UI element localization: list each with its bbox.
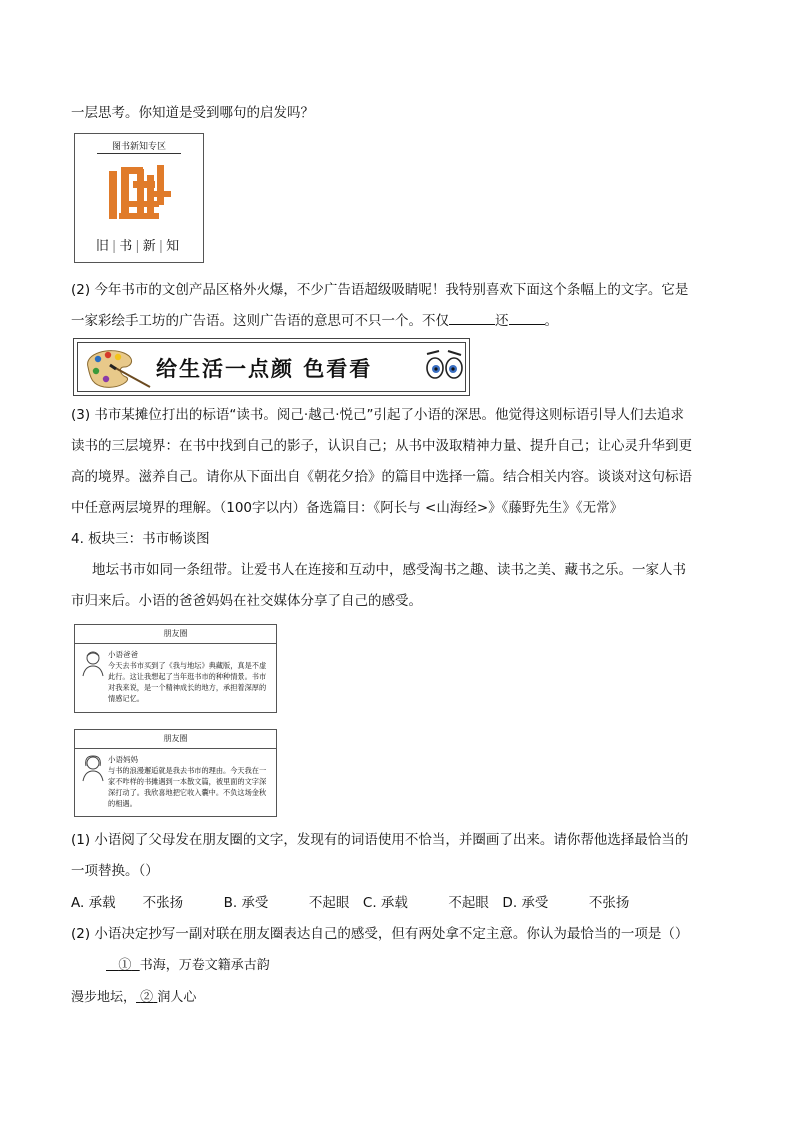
- couplet-lower: [71, 988, 196, 1008]
- logo-char: 书: [119, 239, 136, 254]
- logo-subtitle: [75, 235, 203, 254]
- answer-blank-1[interactable]: [449, 311, 495, 325]
- card-author: 小语爸爸: [108, 650, 138, 659]
- q2-line2-text: 。: [544, 313, 558, 329]
- moments-card-dad: [74, 624, 277, 713]
- section4-title: 4. 板块三：书市畅谈图: [71, 531, 210, 547]
- couplet-lower-text: 润人心: [157, 990, 197, 1005]
- logo-sep: |: [135, 239, 143, 254]
- logo-sep: |: [158, 239, 167, 254]
- couplet-mark-2: ②: [140, 990, 154, 1005]
- q3-line4: 中任意两层境界的理解。（100字以内）备选篇目：《阿长与 <山海经>》《藤野先生》《无常》: [71, 500, 624, 516]
- section4-paragraph-line2: 市归来后。小语的爸爸妈妈在社交媒体分享了自己的感受。: [71, 593, 422, 609]
- card-header: 朋友圈: [75, 625, 276, 644]
- logo-char: 旧: [95, 239, 112, 254]
- paint-palette-icon: [80, 345, 152, 391]
- couplet-blank-2[interactable]: [136, 990, 157, 1005]
- couplet-upper: [106, 956, 270, 976]
- section4-paragraph-line1: 地坛书市如同一条纽带。让爱书人在连接和互动中，感受淘书之趣、读书之美、藏书之乐。一家人书: [92, 562, 686, 578]
- book-logo-icon: [107, 161, 173, 225]
- couplet-upper-text: 书海，万卷文籍承古韵: [139, 958, 270, 973]
- q4-2-line1: (2) 小语决定抄写一副对联在朋友圈表达自己的感受，但有两处拿不定主意。你认为最恰当的一项是（）: [71, 926, 689, 942]
- card-header: 朋友圈: [75, 730, 276, 749]
- q4-1-line1: (1) 小语阅了父母发在朋友圈的文字，发现有的词语使用不恰当，并圈画了出来。请你帮他选择最恰当的: [71, 832, 689, 848]
- cartoon-eyes-icon: [424, 346, 466, 388]
- book-fair-logo: [74, 133, 204, 263]
- logo-rule: [97, 153, 181, 154]
- q2-line1: (2) 今年书市的文创产品区格外火爆，不少广告语超级吸睛呢！我特别喜欢下面这个条幅上的文字。它是: [71, 282, 689, 298]
- answer-blank-2[interactable]: [509, 311, 545, 325]
- intro-line: 一层思考。你知道是受到哪句的启发吗？: [71, 105, 314, 121]
- card-text: 今天去书市买到了《我与地坛》典藏版，真是不虚此行。这让我想起了当年逛书市的种种情景。书市对我来说，是一个精神成长的地方，承担着深厚的情感记忆。: [108, 661, 267, 703]
- avatar-woman-icon: [81, 754, 105, 782]
- banner-slogan: 给生活一点颜 色看看: [156, 356, 373, 381]
- card-text: 与书的浪漫邂逅就是我去书市的理由。今天我在一家不咋样的书摊遇到一本散文篇，被里面的文字深深打动了。我欣喜地把它收入囊中。不负这场金秋的相遇。: [108, 766, 267, 808]
- q4-1-options: A. 承载 不张扬 B. 承受 不起眼 C. 承载 不起眼 D. 承受 不张扬: [71, 895, 630, 911]
- couplet-mark-1: ①: [118, 958, 132, 973]
- moments-card-mom: [74, 729, 277, 817]
- couplet-lower-text: 漫步地坛，: [71, 990, 137, 1005]
- avatar-man-icon: [81, 649, 105, 677]
- logo-caption: 图书新知专区: [111, 142, 166, 152]
- q2-line2-text: 还: [495, 313, 509, 329]
- slogan-banner: [73, 338, 470, 396]
- logo-char: 知: [166, 239, 183, 254]
- logo-char: 新: [142, 239, 159, 254]
- q4-1-line2: 一项替换。（）: [71, 863, 159, 879]
- q3-line3: 高的境界。滋养自己。请你从下面出自《朝花夕拾》的篇目中选择一篇。结合相关内容。谈谈对这句标语: [71, 469, 692, 485]
- q2-line2: [71, 311, 558, 331]
- card-author: 小语妈妈: [108, 755, 138, 764]
- logo-sep: |: [111, 239, 120, 254]
- couplet-blank-1[interactable]: [106, 958, 140, 973]
- q3-line1: (3) 书市某摊位打出的标语“读书。阅己·越己·悦己”引起了小语的深思。他觉得这则标语引导人们去追求: [71, 407, 684, 423]
- q2-line2-text: 一家彩绘手工坊的广告语。这则广告语的意思可不只一个。不仅: [71, 313, 449, 329]
- q3-line2: 读书的三层境界：在书中找到自己的影子，认识自己；从书中汲取精神力量、提升自己；让心灵升华到更: [71, 438, 692, 454]
